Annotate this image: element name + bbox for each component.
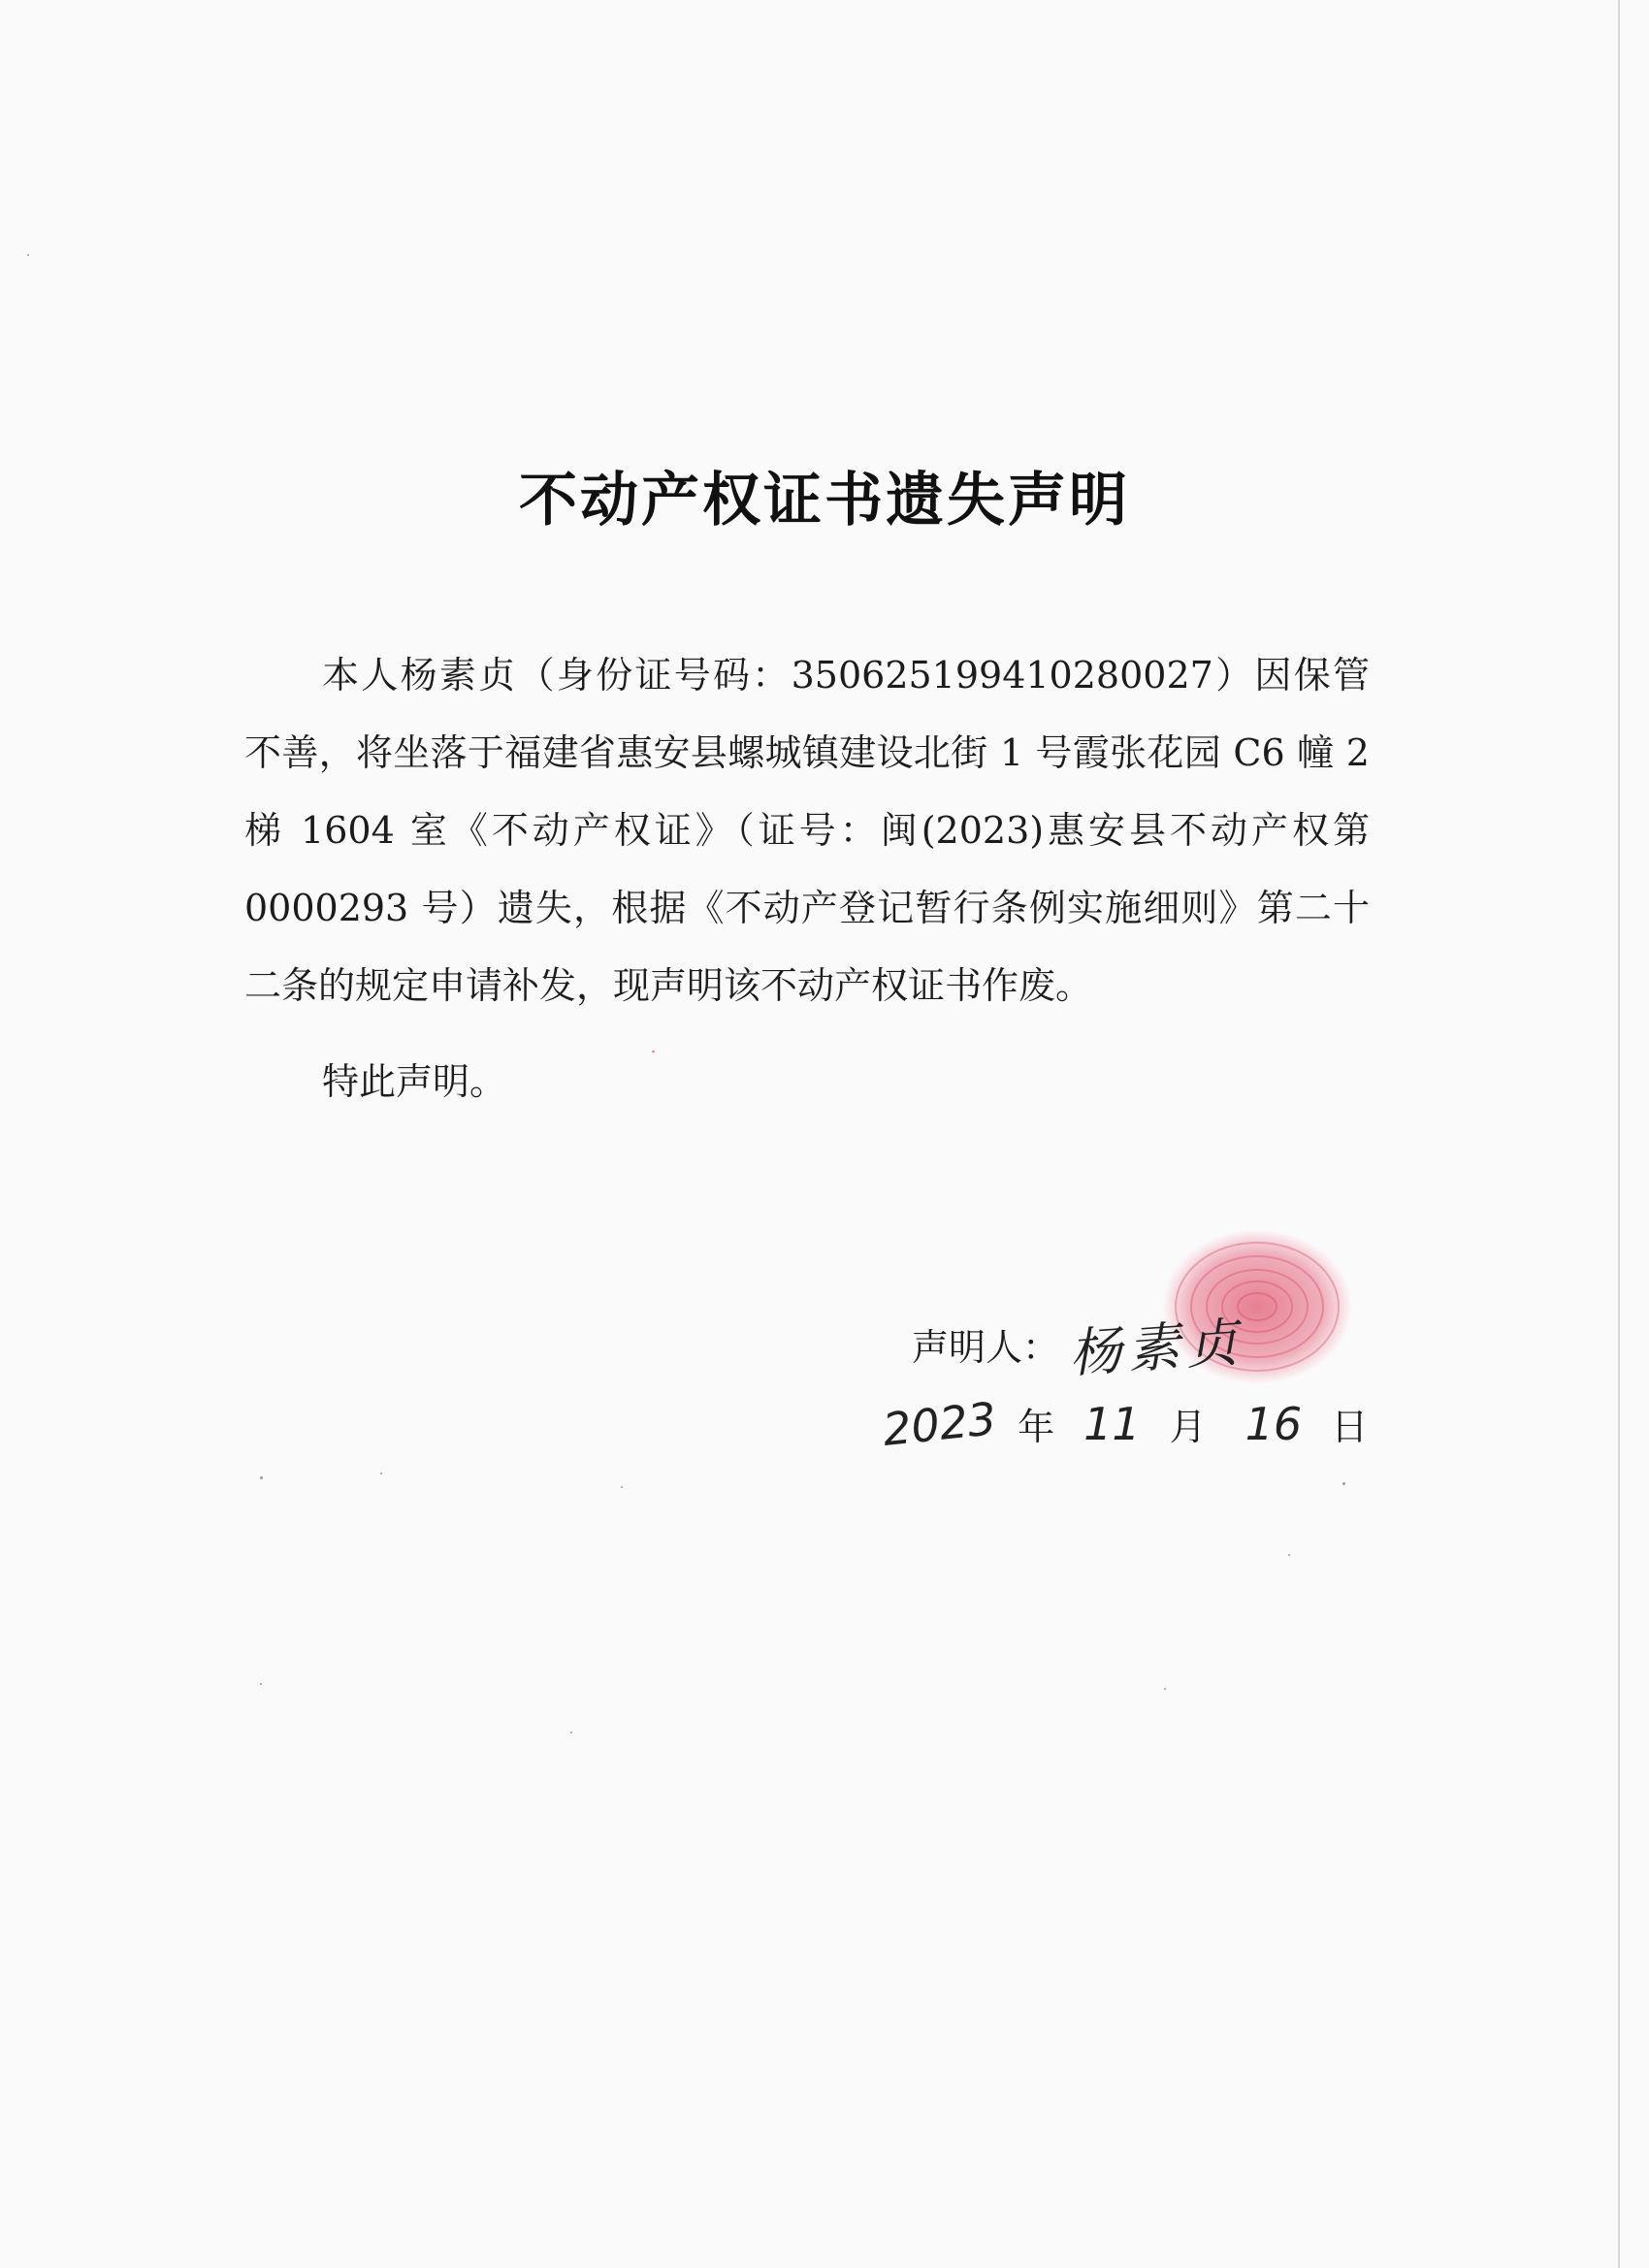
scan-speck (570, 1732, 572, 1733)
scan-speck (1164, 1688, 1166, 1690)
document-title: 不动产权证书遗失声明 (519, 467, 1130, 535)
scan-speck (27, 254, 29, 256)
scan-speck (260, 1476, 263, 1479)
page-edge (1618, 0, 1620, 2268)
date-day-unit: 日 (1331, 1406, 1369, 1448)
declarant-line (912, 1310, 1246, 1384)
date-year: 2023 (880, 1392, 999, 1456)
scan-speck (621, 1486, 623, 1488)
closing-statement: 特此声明。 (322, 1060, 507, 1103)
scan-speck (652, 1051, 655, 1053)
scan-speck (260, 1683, 262, 1685)
scan-speck (1288, 1554, 1290, 1556)
handwritten-signature: 杨素贞 (1067, 1311, 1246, 1384)
date-day: 16 (1245, 1398, 1303, 1450)
date-month: 11 (1083, 1398, 1141, 1450)
date-month-unit: 月 (1169, 1406, 1207, 1448)
declarant-label: 声明人： (912, 1325, 1060, 1369)
scan-speck (380, 1473, 382, 1474)
date-year-unit: 年 (1018, 1406, 1055, 1448)
signing-date (880, 1392, 1369, 1456)
declaration-body: 本人杨素贞（身份证号码：350625199410280027）因保管不善，将坐落于福建省惠安县螺城镇建设北街 1 号霞张花园 C6 幢 2 梯 1604 室《不动产权证》（证号：闽(2023)惠安县不动产权第 0000293 号）遗失，根据《不动产登记暂行条例实施细则》第二十二条的规定申请补发，现声明该不动产权证书作废。 (244, 654, 1370, 1007)
scan-speck (1342, 1482, 1345, 1485)
